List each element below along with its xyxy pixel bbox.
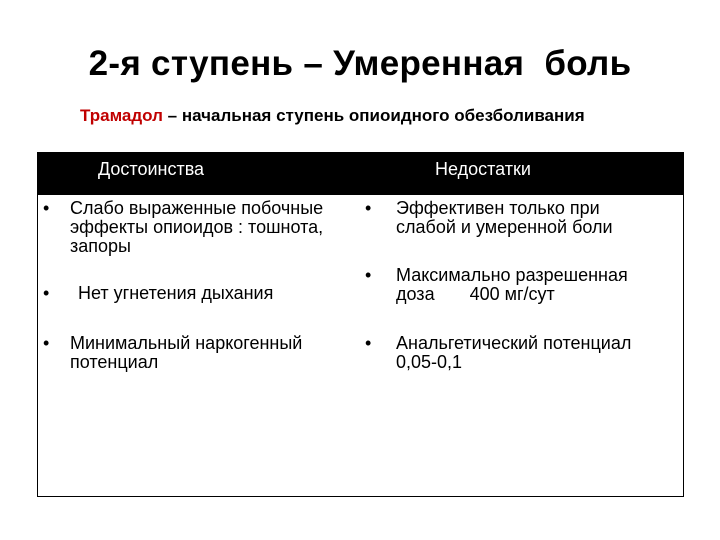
advantage-item [38, 199, 368, 259]
bullet-marker: • [43, 283, 50, 303]
advantage-text: Слабо выраженные побочные эффекты опиоидов : тошнота, запоры [70, 198, 324, 256]
advantage-item [38, 284, 368, 306]
bullet-marker: • [365, 265, 372, 285]
bullet-marker: • [43, 198, 50, 218]
disadvantage-text: Анальгетический потенциал 0,05-0,1 [396, 333, 632, 372]
comparison-table [37, 152, 684, 497]
header-disadvantages: Недостатки [435, 159, 531, 179]
subtitle-text: – начальная ступень опиоидного обезболивания [162, 106, 585, 125]
disadvantage-item [365, 199, 683, 239]
advantage-text: Нет угнетения дыхания [78, 283, 274, 303]
slide-subtitle [80, 106, 585, 126]
slide-title: 2-я ступень – Умеренная боль [88, 44, 632, 83]
advantage-item [38, 334, 368, 374]
advantage-text: Минимальный наркогенный потенциал [70, 333, 303, 372]
bullet-marker: • [365, 198, 372, 218]
disadvantage-text: Максимально разрешенная доза 400 мг/сут [396, 265, 628, 304]
table-header [38, 153, 683, 195]
header-advantages: Достоинства [98, 159, 205, 179]
bullet-marker: • [365, 333, 372, 353]
disadvantage-item [365, 266, 683, 306]
bullet-marker: • [43, 333, 50, 353]
disadvantage-text: Эффективен только при слабой и умеренной боли [396, 198, 613, 237]
drug-name: Трамадол [80, 106, 163, 125]
disadvantage-item [365, 334, 683, 374]
